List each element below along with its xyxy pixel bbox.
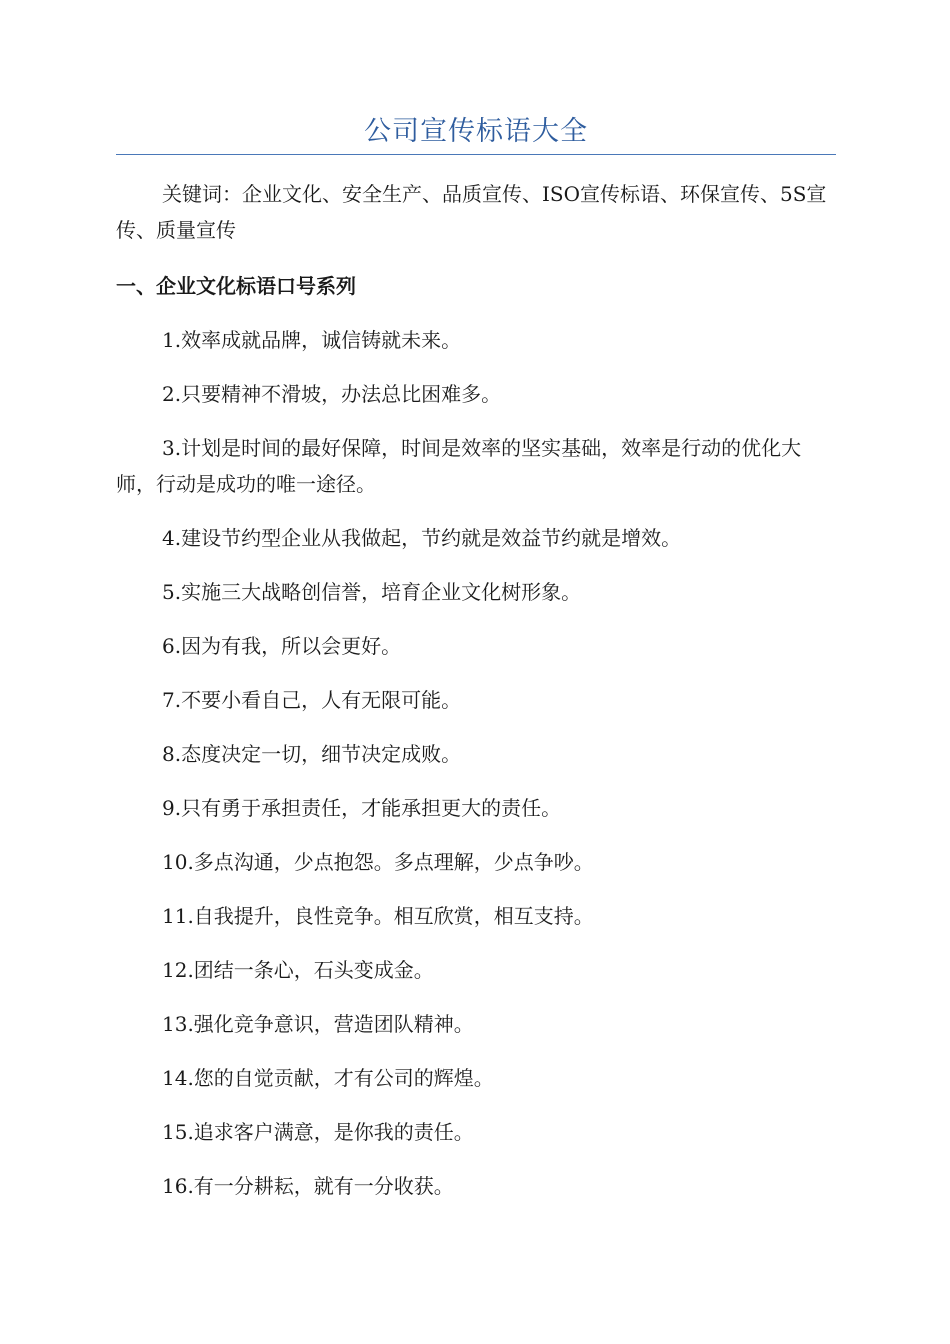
list-item: 5.实施三大战略创信誉，培育企业文化树形象。 [162, 580, 582, 604]
list-item: 12.团结一条心，石头变成金。 [162, 958, 434, 982]
list-item: 8.态度决定一切，细节决定成败。 [162, 742, 462, 766]
list-item: 16.有一分耕耘，就有一分收获。 [162, 1174, 454, 1198]
list-item: 4.建设节约型企业从我做起，节约就是效益节约就是增效。 [162, 526, 682, 550]
keywords-paragraph: 关键词：企业文化、安全生产、品质宣传、ISO宣传标语、环保宣传、5S宣传、质量宣传 [116, 182, 827, 242]
list-item: 11.自我提升，良性竞争。相互欣赏，相互支持。 [162, 904, 594, 928]
list-item: 1.效率成就品牌，诚信铸就未来。 [162, 328, 462, 352]
slogan-list [116, 322, 836, 1222]
list-item: 6.因为有我，所以会更好。 [162, 634, 402, 658]
list-item: 7.不要小看自己，人有无限可能。 [162, 688, 462, 712]
page-title: 公司宣传标语大全 [364, 116, 588, 147]
section-heading: 一、企业文化标语口号系列 [116, 274, 356, 298]
list-item: 2.只要精神不滑坡，办法总比困难多。 [162, 382, 502, 406]
title-divider [116, 154, 836, 155]
list-item: 14.您的自觉贡献，才有公司的辉煌。 [162, 1066, 494, 1090]
list-item: 13.强化竞争意识，营造团队精神。 [162, 1012, 474, 1036]
list-item: 10.多点沟通，少点抱怨。多点理解，少点争吵。 [162, 850, 594, 874]
list-item: 3.计划是时间的最好保障，时间是效率的坚实基础，效率是行动的优化大师，行动是成功的唯一途径。 [116, 436, 802, 496]
list-item: 15.追求客户满意，是你我的责任。 [162, 1120, 474, 1144]
list-item: 9.只有勇于承担责任，才能承担更大的责任。 [162, 796, 562, 820]
